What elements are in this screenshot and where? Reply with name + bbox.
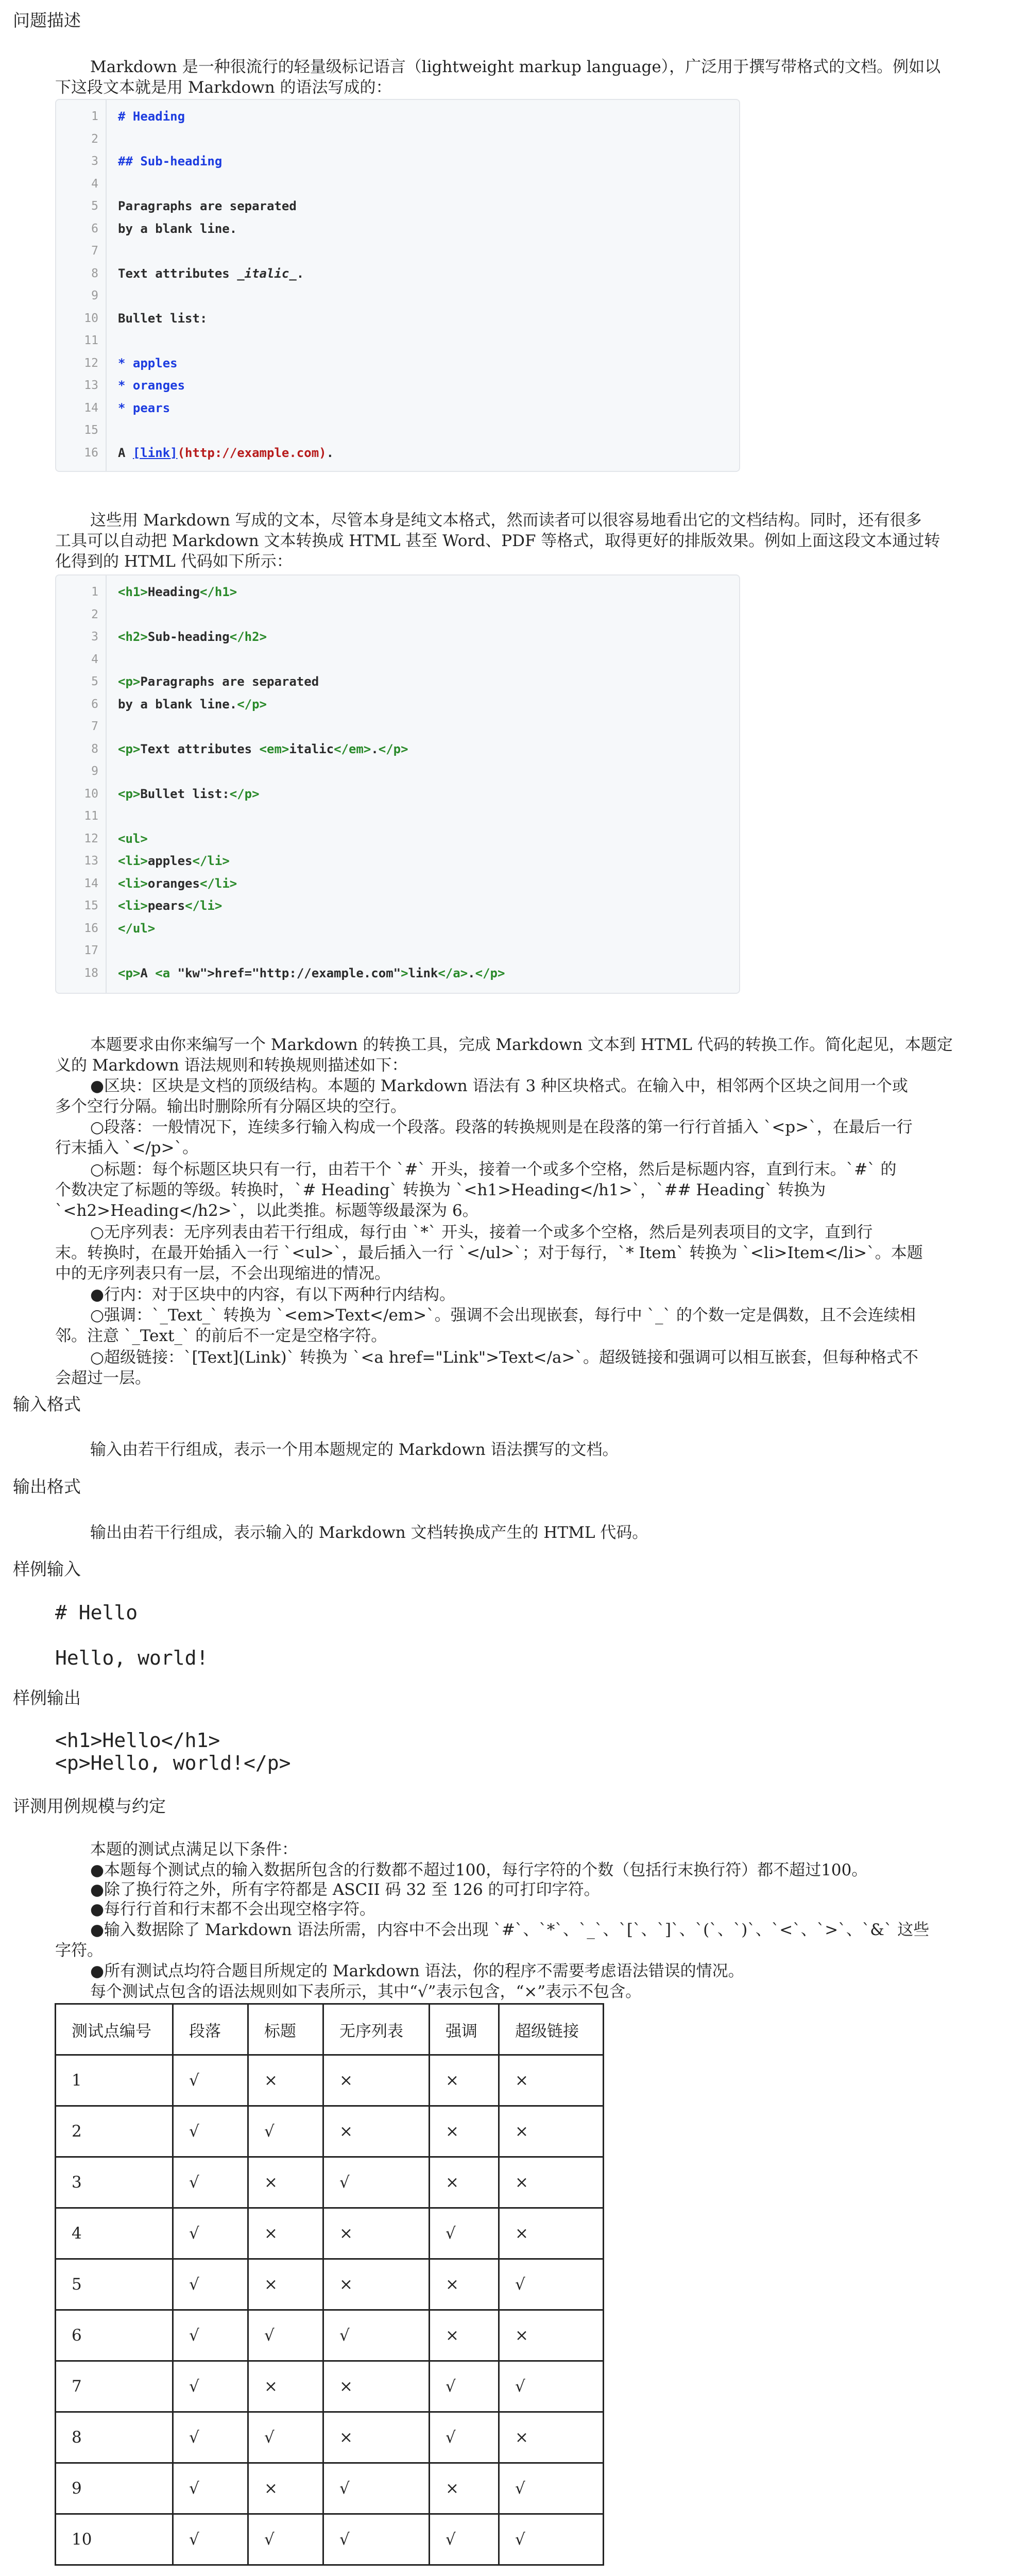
rule-line: 义的 Markdown 语法规则和转换规则描述如下： <box>55 1056 408 1075</box>
code-text: by a blank line. <box>118 221 237 236</box>
code-text: Text attributes _italic_. <box>118 266 304 281</box>
table-cell: × <box>323 2259 430 2310</box>
code-line <box>56 284 739 307</box>
section-title-input-format: 输入格式 <box>13 1394 81 1414</box>
code-line <box>56 917 739 940</box>
table-cell: √ <box>173 2055 248 2106</box>
code-text: Paragraphs are separated <box>118 199 297 213</box>
rule-line: ●行内：对于区块中的内容，有以下两种行内结构。 <box>90 1285 456 1304</box>
table-cell: × <box>430 2157 499 2208</box>
table-cell: √ <box>499 2463 604 2514</box>
code-text: <li>pears</li> <box>118 899 222 913</box>
table-cell: × <box>248 2157 323 2208</box>
code-line <box>56 397 739 419</box>
line-number: 2 <box>91 132 98 146</box>
sample-output-line-1: <h1>Hello</h1> <box>55 1729 220 1752</box>
table-row <box>56 2157 604 2208</box>
table-cell: √ <box>323 2157 430 2208</box>
line-number: 15 <box>84 899 98 912</box>
rule-line: 邻。注意 `_Text_` 的前后不一定是空格字符。 <box>55 1327 387 1345</box>
line-number: 16 <box>84 446 98 460</box>
section-title-sample-input: 样例输入 <box>13 1559 81 1579</box>
table-cell: √ <box>173 2208 248 2259</box>
code-text: * apples <box>118 355 178 370</box>
rule-line: `<h2>Heading</h2>`，以此类推。标题等级最深为 6。 <box>55 1201 478 1220</box>
table-cell: √ <box>173 2157 248 2208</box>
para2-line-1: 这些用 Markdown 写成的文本，尽管本身是纯文本格式，然而读者可以很容易地看出它的文档结构。同时，还有很多 <box>90 511 922 530</box>
section-title-problem: 问题描述 <box>13 10 81 30</box>
scale-line: 每个测试点包含的语法规则如下表所示，其中“√”表示包含，“×”表示不包含。 <box>90 1982 642 2001</box>
code-text: <h1>Heading</h1> <box>118 585 237 599</box>
table-cell: 3 <box>56 2157 173 2208</box>
table-row <box>56 2463 604 2514</box>
code-text: by a blank line.</p> <box>118 697 267 711</box>
table-cell: × <box>248 2055 323 2106</box>
code-line <box>56 603 739 626</box>
table-cell: √ <box>499 2259 604 2310</box>
sample-input-line-3: Hello, world! <box>55 1647 209 1669</box>
scale-line: 本题的测试点满足以下条件： <box>90 1840 298 1859</box>
header-heading: 标题 <box>248 2004 323 2055</box>
code-text: <li>oranges</li> <box>118 876 237 891</box>
output-format-desc: 输出由若干行组成，表示输入的 Markdown 文档转换成产生的 HTML 代码。 <box>90 1523 648 1542</box>
code-line <box>56 105 739 128</box>
line-number: 3 <box>91 155 98 168</box>
table-cell: √ <box>248 2106 323 2157</box>
header-case-id: 测试点编号 <box>56 2004 173 2055</box>
table-cell: √ <box>499 2361 604 2412</box>
line-number: 4 <box>91 177 98 191</box>
code-line <box>56 150 739 173</box>
code-line <box>56 872 739 895</box>
code-line <box>56 760 739 783</box>
line-number: 7 <box>91 244 98 258</box>
table-cell: × <box>430 2259 499 2310</box>
code-text: * oranges <box>118 378 185 393</box>
section-title-sample-output: 样例输出 <box>13 1688 81 1708</box>
table-cell: √ <box>499 2514 604 2565</box>
para2-line-2: 工具可以自动把 Markdown 文本转换成 HTML 甚至 Word、PDF 等格式，取得更好的排版效果。例如上面这段文本通过转 <box>55 532 940 550</box>
code-line <box>56 173 739 195</box>
code-text: <p>Text attributes <em>italic</em>.</p> <box>118 741 408 756</box>
table-cell: × <box>430 2106 499 2157</box>
table-row <box>56 2259 604 2310</box>
scale-line: ●本题每个测试点的输入数据所包含的行数都不超过100，每行字符的个数（包括行末换行符）都不超过100。 <box>90 1861 868 1879</box>
code-line <box>56 670 739 693</box>
table-cell: 10 <box>56 2514 173 2565</box>
rule-line: ●区块：区块是文档的顶级结构。本题的 Markdown 语法有 3 种区块格式。在输入中，相邻两个区块之间用一个或 <box>90 1077 909 1095</box>
table-cell: × <box>430 2463 499 2514</box>
code-text: <li>apples</li> <box>118 854 230 868</box>
code-text: <p>A <a "kw">href="http://example.com">link</a>.</p> <box>118 965 505 980</box>
table-row <box>56 2310 604 2361</box>
rule-line: 中的无序列表只有一层，不会出现缩进的情况。 <box>55 1264 390 1283</box>
code-text: <ul> <box>118 831 148 846</box>
table-cell: √ <box>323 2514 430 2565</box>
rule-line: ○强调：`_Text_` 转换为 `<em>Text</em>`。强调不会出现嵌套，每行中 `_` 的个数一定是偶数，且不会连续相 <box>90 1306 916 1325</box>
line-number: 2 <box>91 607 98 621</box>
table-cell: × <box>323 2055 430 2106</box>
table-header-row <box>56 2004 604 2055</box>
code-text: </ul> <box>118 921 156 936</box>
table-cell: × <box>499 2310 604 2361</box>
line-number: 11 <box>84 334 98 347</box>
table-cell: 9 <box>56 2463 173 2514</box>
line-number: 4 <box>91 652 98 666</box>
code-line <box>56 442 739 464</box>
intro-line-2: 下这段文本就是用 Markdown 的语法写成的： <box>55 78 392 97</box>
table-cell: √ <box>248 2412 323 2463</box>
line-number: 10 <box>84 311 98 325</box>
table-cell: √ <box>173 2463 248 2514</box>
input-format-desc: 输入由若干行组成，表示一个用本题规定的 Markdown 语法撰写的文档。 <box>90 1440 619 1459</box>
table-cell: × <box>248 2463 323 2514</box>
test-case-table <box>55 2003 604 2566</box>
code-line <box>56 715 739 738</box>
code-line <box>56 648 739 671</box>
table-cell: × <box>430 2310 499 2361</box>
rule-line: 行末插入 `</p>`。 <box>55 1139 199 1157</box>
table-cell: √ <box>430 2208 499 2259</box>
table-cell: √ <box>173 2310 248 2361</box>
table-cell: × <box>430 2055 499 2106</box>
scale-line: ●输入数据除了 Markdown 语法所需，内容中不会出现 `#`、`*`、`_`、`[`、`]`、`(`、`)`、`<`、`>`、`&` 这些 <box>90 1921 930 1939</box>
rule-line: 多个空行分隔。输出时删除所有分隔区块的空行。 <box>55 1097 406 1116</box>
scale-line: 字符。 <box>55 1941 103 1960</box>
line-number: 12 <box>84 356 98 370</box>
line-number: 12 <box>84 832 98 845</box>
table-cell: × <box>248 2259 323 2310</box>
code-text: <p>Paragraphs are separated <box>118 674 319 689</box>
scale-line: ●所有测试点均符合题目所规定的 Markdown 语法，你的程序不需要考虑语法错误的情况。 <box>90 1962 744 1980</box>
table-cell: × <box>499 2412 604 2463</box>
scale-line: ●除了换行符之外，所有字符都是 ASCII 码 32 至 126 的可打印字符。 <box>90 1880 600 1899</box>
line-number: 6 <box>91 222 98 235</box>
table-row <box>56 2412 604 2463</box>
line-number: 9 <box>91 289 98 302</box>
code-line <box>56 738 739 760</box>
code-text: <h2>Sub-heading</h2> <box>118 630 267 644</box>
table-cell: √ <box>173 2361 248 2412</box>
table-cell: 7 <box>56 2361 173 2412</box>
table-cell: × <box>499 2106 604 2157</box>
table-row <box>56 2361 604 2412</box>
code-line <box>56 827 739 850</box>
intro-line-1: Markdown 是一种很流行的轻量级标记语言（lightweight markup language），广泛用于撰写带格式的文档。例如以 <box>90 58 941 76</box>
html-code-block <box>55 574 740 994</box>
table-cell: × <box>323 2361 430 2412</box>
rule-line: 会超过一层。 <box>55 1369 151 1387</box>
line-number: 11 <box>84 809 98 823</box>
code-line <box>56 850 739 872</box>
table-cell: √ <box>248 2514 323 2565</box>
line-number: 10 <box>84 787 98 801</box>
table-row <box>56 2106 604 2157</box>
code-line <box>56 693 739 716</box>
rule-line: ○标题：每个标题区块只有一行，由若干个 `#` 开头，接着一个或多个空格，然后是标题内容，直到行末。`#` 的 <box>90 1160 897 1179</box>
code-line <box>56 195 739 217</box>
code-line <box>56 894 739 917</box>
header-list: 无序列表 <box>323 2004 430 2055</box>
table-cell: × <box>323 2106 430 2157</box>
line-number: 14 <box>84 401 98 415</box>
header-emphasis: 强调 <box>430 2004 499 2055</box>
rule-line: 末。转换时，在最开始插入一行 `<ul>`，最后插入一行 `</ul>`；对于每行，`* Item` 转换为 `<li>Item</li>`。本题 <box>55 1244 923 1262</box>
sample-input-line-1: # Hello <box>55 1601 138 1624</box>
markdown-code-block <box>55 99 740 472</box>
table-cell: √ <box>430 2514 499 2565</box>
code-line <box>56 962 739 985</box>
table-row <box>56 2055 604 2106</box>
sample-output-line-2: <p>Hello, world!</p> <box>55 1752 291 1774</box>
rule-line: 个数决定了标题的等级。转换时，`# Heading` 转换为 `<h1>Heading</h1>`，`## Heading` 转换为 <box>55 1181 826 1199</box>
code-line <box>56 625 739 648</box>
table-row <box>56 2208 604 2259</box>
line-number: 14 <box>84 876 98 890</box>
section-title-scale: 评测用例规模与约定 <box>13 1796 166 1816</box>
code-line <box>56 217 739 240</box>
code-line <box>56 262 739 285</box>
code-text: # Heading <box>118 109 185 124</box>
code-text: * pears <box>118 400 170 415</box>
table-cell: × <box>323 2208 430 2259</box>
code-line <box>56 374 739 397</box>
section-title-output-format: 输出格式 <box>13 1477 81 1497</box>
code-line <box>56 805 739 827</box>
table-cell: 5 <box>56 2259 173 2310</box>
table-cell: √ <box>323 2310 430 2361</box>
scale-line: ●每行行首和行末都不会出现空格字符。 <box>90 1900 376 1919</box>
code-text: A [link](http://example.com). <box>118 445 334 460</box>
table-cell: × <box>248 2208 323 2259</box>
code-line <box>56 307 739 330</box>
table-cell: 2 <box>56 2106 173 2157</box>
table-cell: √ <box>173 2106 248 2157</box>
table-cell: × <box>499 2208 604 2259</box>
rule-line: ○段落：一般情况下，连续多行输入构成一个段落。段落的转换规则是在段落的第一行行首插入 `<p>`，在最后一行 <box>90 1118 913 1137</box>
rule-line: ○无序列表：无序列表由若干行组成，每行由 `*` 开头，接着一个或多个空格，然后是列表项目的文字，直到行 <box>90 1223 873 1242</box>
table-cell: 1 <box>56 2055 173 2106</box>
rule-line: ○超级链接：`[Text](Link)` 转换为 `<a href="Link">Text</a>`。超级链接和强调可以相互嵌套，但每种格式不 <box>90 1348 919 1367</box>
table-cell: √ <box>430 2412 499 2463</box>
table-cell: √ <box>173 2412 248 2463</box>
line-number: 16 <box>84 921 98 935</box>
table-cell: × <box>248 2361 323 2412</box>
code-line <box>56 240 739 262</box>
code-line <box>56 939 739 962</box>
line-number: 8 <box>91 266 98 280</box>
table-cell: √ <box>173 2259 248 2310</box>
rule-line: 本题要求由你来编写一个 Markdown 的转换工具，完成 Markdown 文本到 HTML 代码的转换工作。简化起见，本题定 <box>90 1036 953 1054</box>
line-number: 6 <box>91 697 98 711</box>
code-line <box>56 128 739 150</box>
line-number: 7 <box>91 720 98 733</box>
line-number: 5 <box>91 199 98 213</box>
line-number: 1 <box>91 585 98 599</box>
para2-line-3: 化得到的 HTML 代码如下所示： <box>55 552 293 571</box>
line-number: 5 <box>91 675 98 688</box>
code-line <box>56 581 739 603</box>
table-cell: × <box>323 2412 430 2463</box>
code-text: ## Sub-heading <box>118 154 222 168</box>
code-line <box>56 329 739 352</box>
table-cell: √ <box>248 2310 323 2361</box>
table-row <box>56 2514 604 2565</box>
line-number: 13 <box>84 379 98 392</box>
header-paragraph: 段落 <box>173 2004 248 2055</box>
code-line <box>56 352 739 375</box>
table-cell: × <box>499 2055 604 2106</box>
line-number: 17 <box>84 944 98 957</box>
code-text: <p>Bullet list:</p> <box>118 786 260 801</box>
code-line <box>56 783 739 805</box>
table-cell: × <box>499 2157 604 2208</box>
table-cell: √ <box>173 2514 248 2565</box>
line-number: 13 <box>84 854 98 868</box>
line-number: 15 <box>84 423 98 437</box>
table-cell: 6 <box>56 2310 173 2361</box>
line-number: 18 <box>84 966 98 980</box>
code-line <box>56 419 739 442</box>
line-number: 3 <box>91 630 98 643</box>
line-number: 1 <box>91 110 98 123</box>
line-number: 8 <box>91 742 98 756</box>
table-cell: 8 <box>56 2412 173 2463</box>
table-cell: √ <box>323 2463 430 2514</box>
code-text: Bullet list: <box>118 311 208 326</box>
header-link: 超级链接 <box>499 2004 604 2055</box>
table-cell: √ <box>430 2361 499 2412</box>
table-cell: 4 <box>56 2208 173 2259</box>
line-number: 9 <box>91 765 98 778</box>
